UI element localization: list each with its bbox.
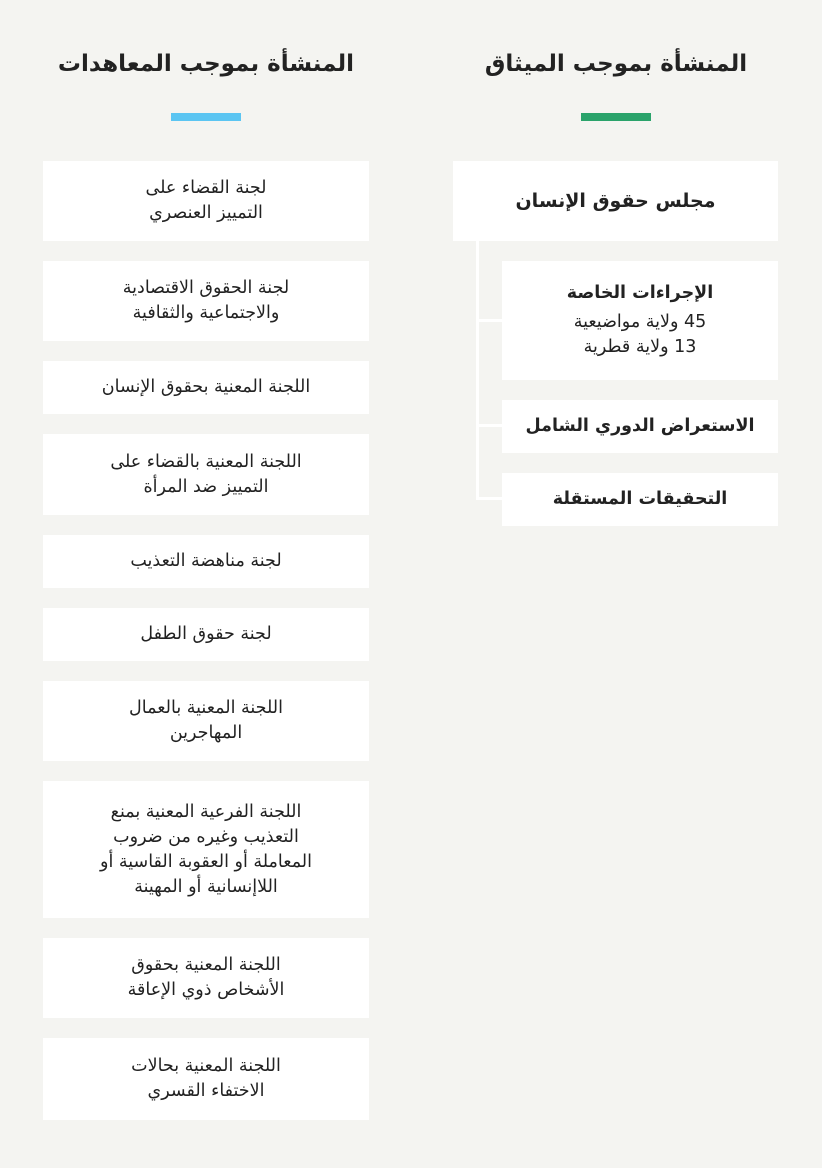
treaty-body-label	[102, 375, 310, 400]
treaty-body-box	[43, 938, 369, 1018]
thematic-mandates-count: 45 ولاية مواضيعية	[573, 312, 707, 332]
treaty-body-label-line: لجنة مناهضة التعذيب	[130, 551, 282, 571]
treaty-body-label	[128, 953, 285, 1003]
special-procedures-title: الإجراءات الخاصة	[566, 283, 714, 303]
treaty-body-label-line: اللجنة المعنية بالقضاء على	[110, 451, 302, 472]
treaty-body-label-line: لجنة القضاء على	[145, 178, 267, 198]
treaty-body-label-line: لجنة حقوق الطفل	[140, 624, 272, 644]
human-rights-council-label: مجلس حقوق الإنسان	[515, 189, 716, 212]
treaty-body-box	[43, 781, 369, 918]
special-procedures-box	[502, 261, 778, 380]
treaty-body-label-line: اللجنة الفرعية المعنية بمنع	[110, 801, 302, 822]
treaty-bodies-column-title: المنشأة بموجب المعاهدات	[57, 51, 355, 77]
investigations-box	[502, 473, 778, 526]
treaty-accent-bar	[171, 113, 241, 121]
treaty-body-label	[140, 622, 271, 647]
country-mandates-count: 13 ولاية قطرية	[583, 337, 697, 357]
treaty-body-label	[145, 176, 266, 226]
treaty-body-label	[123, 276, 289, 326]
treaty-body-box	[43, 681, 369, 761]
treaty-body-label	[130, 549, 281, 574]
treaty-body-label-line: الأشخاص ذوي الإعاقة	[127, 980, 285, 1000]
treaty-body-label	[129, 696, 283, 746]
connector-investigations	[476, 497, 502, 500]
treaty-body-label	[131, 1054, 281, 1104]
treaty-body-box	[43, 608, 369, 661]
upr-box	[502, 400, 778, 453]
treaty-body-box	[43, 434, 369, 515]
treaty-body-label-line: اللجنة المعنية بحالات	[131, 1056, 281, 1076]
treaty-body-label-line: اللجنة المعنية بحقوق الإنسان	[101, 377, 311, 397]
treaty-body-label-line: لجنة الحقوق الاقتصادية	[122, 278, 290, 298]
human-rights-council-box	[453, 161, 778, 241]
treaty-body-label-line: التعذيب وغيره من ضروب	[113, 826, 299, 847]
treaty-body-label-line: والاجتماعية والثقافية	[132, 303, 280, 323]
treaty-body-box	[43, 1038, 369, 1120]
treaty-body-label-line: اللاإنسانية أو المهينة	[134, 876, 278, 897]
treaty-body-label-line: الاختفاء القسري	[147, 1081, 265, 1101]
connector-special-procedures	[476, 319, 502, 322]
investigations-label: التحقيقات المستقلة	[552, 489, 728, 509]
connector-upr	[476, 424, 502, 427]
upr-label: الاستعراض الدوري الشامل	[525, 416, 755, 436]
charter-bodies-column-title: المنشأة بموجب الميثاق	[484, 51, 748, 77]
treaty-body-label-line: اللجنة المعنية بالعمال	[129, 698, 283, 718]
treaty-body-label	[100, 800, 312, 900]
connector-vertical	[476, 241, 479, 499]
treaty-body-box	[43, 161, 369, 241]
treaty-body-label-line: التمييز ضد المرأة	[143, 476, 269, 497]
treaty-body-box	[43, 535, 369, 588]
treaty-body-label	[110, 450, 301, 500]
treaty-body-label-line: اللجنة المعنية بحقوق	[131, 955, 281, 975]
treaty-body-label-line: التمييز العنصري	[149, 203, 263, 223]
charter-accent-bar	[581, 113, 651, 121]
treaty-body-box	[43, 261, 369, 341]
treaty-body-label-line: المهاجرين	[169, 723, 243, 743]
treaty-body-box	[43, 361, 369, 414]
treaty-body-label-line: المعاملة أو العقوبة القاسية أو	[100, 851, 312, 872]
